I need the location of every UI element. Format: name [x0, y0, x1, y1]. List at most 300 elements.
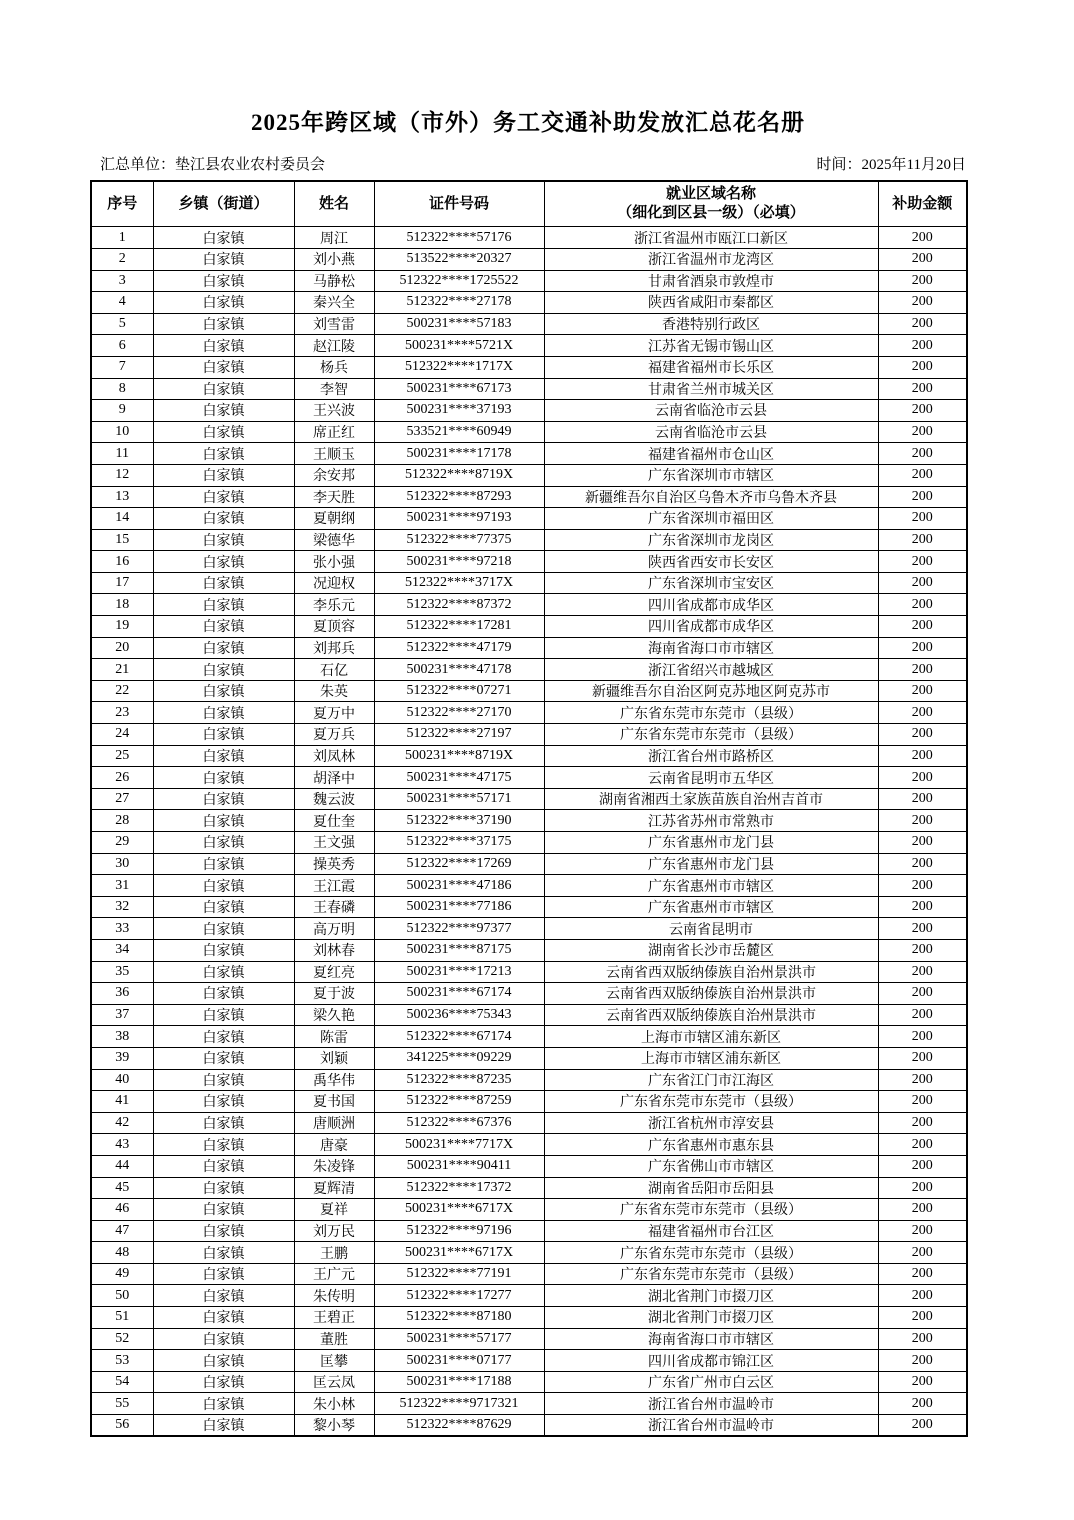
cell-no: 39	[91, 1047, 153, 1069]
cell-name: 秦兴全	[294, 292, 374, 314]
cell-name: 李智	[294, 378, 374, 400]
cell-id: 512322****17269	[374, 853, 544, 875]
table-row	[91, 1328, 967, 1350]
table-row	[91, 1263, 967, 1285]
cell-id: 512322****87293	[374, 486, 544, 508]
cell-region: 江苏省无锡市锡山区	[544, 335, 878, 357]
cell-town: 白家镇	[153, 529, 294, 551]
col-header-region	[544, 181, 878, 227]
cell-name: 刘颖	[294, 1047, 374, 1069]
cell-name: 夏万中	[294, 702, 374, 724]
cell-name: 夏顶容	[294, 616, 374, 638]
cell-town: 白家镇	[153, 227, 294, 249]
col-header-region-line1: 就业区域名称	[665, 186, 756, 203]
cell-town: 白家镇	[153, 724, 294, 746]
table-row	[91, 1112, 967, 1134]
cell-region: 湖南省岳阳市岳阳县	[544, 1177, 878, 1199]
table-row	[91, 637, 967, 659]
cell-region: 甘肃省酒泉市敦煌市	[544, 270, 878, 292]
cell-town: 白家镇	[153, 292, 294, 314]
cell-id: 500236****75343	[374, 1004, 544, 1026]
col-header-no: 序号	[91, 181, 153, 227]
table-row	[91, 1371, 967, 1393]
cell-town: 白家镇	[153, 1220, 294, 1242]
col-header-town: 乡镇（街道）	[153, 181, 294, 227]
table-row	[91, 227, 967, 249]
table-row	[91, 1004, 967, 1026]
cell-town: 白家镇	[153, 335, 294, 357]
cell-name: 朱传明	[294, 1285, 374, 1307]
table-row	[91, 313, 967, 335]
cell-no: 3	[91, 270, 153, 292]
cell-region: 浙江省台州市路桥区	[544, 745, 878, 767]
cell-region: 新疆维吾尔自治区乌鲁木齐市乌鲁木齐县	[544, 486, 878, 508]
cell-no: 48	[91, 1242, 153, 1264]
cell-id: 533521****60949	[374, 421, 544, 443]
cell-town: 白家镇	[153, 1026, 294, 1048]
cell-name: 王春磷	[294, 896, 374, 918]
cell-id: 512322****87235	[374, 1069, 544, 1091]
cell-name: 刘小燕	[294, 248, 374, 270]
cell-id: 512322****87629	[374, 1415, 544, 1437]
cell-town: 白家镇	[153, 896, 294, 918]
table-row	[91, 1047, 967, 1069]
cell-amount: 200	[878, 1393, 967, 1415]
table-row	[91, 810, 967, 832]
cell-town: 白家镇	[153, 378, 294, 400]
cell-no: 35	[91, 961, 153, 983]
cell-name: 刘雪雷	[294, 313, 374, 335]
cell-region: 广东省深圳市宝安区	[544, 572, 878, 594]
cell-amount: 200	[878, 335, 967, 357]
cell-town: 白家镇	[153, 853, 294, 875]
cell-amount: 200	[878, 680, 967, 702]
meta-row	[90, 156, 966, 174]
cell-region: 四川省成都市锦江区	[544, 1350, 878, 1372]
cell-name: 梁德华	[294, 529, 374, 551]
cell-name: 席正红	[294, 421, 374, 443]
cell-region: 陕西省咸阳市秦都区	[544, 292, 878, 314]
cell-no: 40	[91, 1069, 153, 1091]
cell-amount: 200	[878, 572, 967, 594]
cell-no: 25	[91, 745, 153, 767]
table-row	[91, 292, 967, 314]
cell-region: 广东省佛山市市辖区	[544, 1155, 878, 1177]
table-row	[91, 1091, 967, 1113]
cell-name: 刘万民	[294, 1220, 374, 1242]
cell-name: 周江	[294, 227, 374, 249]
cell-id: 500231****6717X	[374, 1242, 544, 1264]
cell-region: 云南省临沧市云县	[544, 421, 878, 443]
cell-no: 15	[91, 529, 153, 551]
table-row	[91, 335, 967, 357]
cell-no: 20	[91, 637, 153, 659]
cell-no: 52	[91, 1328, 153, 1350]
cell-region: 福建省福州市台江区	[544, 1220, 878, 1242]
table-row	[91, 529, 967, 551]
cell-name: 刘邦兵	[294, 637, 374, 659]
cell-amount: 200	[878, 1328, 967, 1350]
cell-region: 广东省江门市江海区	[544, 1069, 878, 1091]
cell-amount: 200	[878, 464, 967, 486]
cell-amount: 200	[878, 1415, 967, 1437]
cell-name: 余安邦	[294, 464, 374, 486]
header-row	[91, 181, 967, 227]
cell-name: 王碧正	[294, 1307, 374, 1329]
cell-no: 54	[91, 1371, 153, 1393]
cell-id: 500231****97218	[374, 551, 544, 573]
cell-id: 512322****27178	[374, 292, 544, 314]
table-row	[91, 680, 967, 702]
cell-amount: 200	[878, 810, 967, 832]
table-row	[91, 248, 967, 270]
cell-id: 500231****17188	[374, 1371, 544, 1393]
cell-amount: 200	[878, 1199, 967, 1221]
cell-id: 512322****87372	[374, 594, 544, 616]
cell-amount: 200	[878, 788, 967, 810]
table-row	[91, 443, 967, 465]
cell-region: 广东省惠州市市辖区	[544, 896, 878, 918]
cell-id: 500231****07177	[374, 1350, 544, 1372]
cell-name: 王鹏	[294, 1242, 374, 1264]
cell-id: 512322****77191	[374, 1263, 544, 1285]
cell-no: 7	[91, 356, 153, 378]
cell-town: 白家镇	[153, 918, 294, 940]
cell-name: 夏红亮	[294, 961, 374, 983]
cell-name: 匡攀	[294, 1350, 374, 1372]
cell-no: 26	[91, 767, 153, 789]
cell-region: 广东省东莞市东莞市（县级）	[544, 724, 878, 746]
cell-region: 广东省东莞市东莞市（县级）	[544, 1091, 878, 1113]
cell-amount: 200	[878, 508, 967, 530]
cell-town: 白家镇	[153, 248, 294, 270]
cell-town: 白家镇	[153, 443, 294, 465]
cell-no: 17	[91, 572, 153, 594]
cell-name: 马静松	[294, 270, 374, 292]
cell-town: 白家镇	[153, 939, 294, 961]
cell-id: 512322****27170	[374, 702, 544, 724]
cell-name: 夏朝纲	[294, 508, 374, 530]
cell-no: 8	[91, 378, 153, 400]
cell-id: 512322****67376	[374, 1112, 544, 1134]
cell-no: 29	[91, 832, 153, 854]
cell-amount: 200	[878, 292, 967, 314]
table-row	[91, 875, 967, 897]
cell-town: 白家镇	[153, 961, 294, 983]
cell-id: 512322****17372	[374, 1177, 544, 1199]
cell-amount: 200	[878, 724, 967, 746]
cell-region: 浙江省台州市温岭市	[544, 1393, 878, 1415]
cell-id: 500231****37193	[374, 400, 544, 422]
cell-name: 石亿	[294, 659, 374, 681]
table-row	[91, 1199, 967, 1221]
table-row	[91, 961, 967, 983]
cell-region: 福建省福州市仓山区	[544, 443, 878, 465]
cell-no: 11	[91, 443, 153, 465]
cell-amount: 200	[878, 1047, 967, 1069]
cell-name: 刘凤林	[294, 745, 374, 767]
cell-town: 白家镇	[153, 400, 294, 422]
cell-no: 51	[91, 1307, 153, 1329]
table-row	[91, 421, 967, 443]
cell-id: 512322****67174	[374, 1026, 544, 1048]
cell-town: 白家镇	[153, 464, 294, 486]
cell-no: 36	[91, 983, 153, 1005]
cell-id: 500231****47186	[374, 875, 544, 897]
cell-id: 500231****17213	[374, 961, 544, 983]
table-row	[91, 508, 967, 530]
cell-id: 512322****87180	[374, 1307, 544, 1329]
cell-id: 500231****87175	[374, 939, 544, 961]
cell-region: 广东省惠州市市辖区	[544, 875, 878, 897]
cell-town: 白家镇	[153, 1155, 294, 1177]
cell-no: 37	[91, 1004, 153, 1026]
cell-no: 19	[91, 616, 153, 638]
cell-no: 23	[91, 702, 153, 724]
cell-amount: 200	[878, 270, 967, 292]
table-row	[91, 1307, 967, 1329]
table-row	[91, 464, 967, 486]
cell-region: 广东省广州市白云区	[544, 1371, 878, 1393]
cell-town: 白家镇	[153, 680, 294, 702]
cell-name: 夏祥	[294, 1199, 374, 1221]
cell-region: 广东省惠州市龙门县	[544, 853, 878, 875]
cell-no: 47	[91, 1220, 153, 1242]
cell-town: 白家镇	[153, 594, 294, 616]
cell-amount: 200	[878, 378, 967, 400]
table-row	[91, 1285, 967, 1307]
cell-name: 夏辉清	[294, 1177, 374, 1199]
date-label: 时间：2025年11月20日	[816, 156, 966, 173]
cell-id: 500231****17178	[374, 443, 544, 465]
cell-amount: 200	[878, 1026, 967, 1048]
cell-name: 唐豪	[294, 1134, 374, 1156]
cell-id: 500231****47178	[374, 659, 544, 681]
cell-id: 500231****67173	[374, 378, 544, 400]
cell-name: 唐顺洲	[294, 1112, 374, 1134]
cell-no: 12	[91, 464, 153, 486]
table-row	[91, 896, 967, 918]
cell-no: 9	[91, 400, 153, 422]
cell-region: 浙江省绍兴市越城区	[544, 659, 878, 681]
cell-amount: 200	[878, 1091, 967, 1113]
cell-region: 香港特别行政区	[544, 313, 878, 335]
cell-id: 500231****57183	[374, 313, 544, 335]
cell-region: 湖南省湘西土家族苗族自治州吉首市	[544, 788, 878, 810]
cell-region: 广东省深圳市福田区	[544, 508, 878, 530]
cell-no: 22	[91, 680, 153, 702]
cell-town: 白家镇	[153, 983, 294, 1005]
cell-amount: 200	[878, 529, 967, 551]
cell-town: 白家镇	[153, 1177, 294, 1199]
cell-name: 赵江陵	[294, 335, 374, 357]
cell-amount: 200	[878, 400, 967, 422]
cell-amount: 200	[878, 702, 967, 724]
cell-region: 云南省昆明市五华区	[544, 767, 878, 789]
cell-no: 33	[91, 918, 153, 940]
cell-no: 31	[91, 875, 153, 897]
cell-town: 白家镇	[153, 1263, 294, 1285]
cell-town: 白家镇	[153, 1350, 294, 1372]
cell-amount: 200	[878, 594, 967, 616]
cell-name: 刘林春	[294, 939, 374, 961]
cell-name: 况迎权	[294, 572, 374, 594]
cell-amount: 200	[878, 1220, 967, 1242]
cell-amount: 200	[878, 983, 967, 1005]
col-header-region-line2: （细化到区县一级）（必填）	[617, 205, 805, 222]
cell-name: 高万明	[294, 918, 374, 940]
cell-no: 1	[91, 227, 153, 249]
cell-id: 512322****17277	[374, 1285, 544, 1307]
cell-amount: 200	[878, 1177, 967, 1199]
cell-name: 夏仕奎	[294, 810, 374, 832]
cell-amount: 200	[878, 875, 967, 897]
cell-town: 白家镇	[153, 810, 294, 832]
table-row	[91, 1177, 967, 1199]
cell-name: 朱小林	[294, 1393, 374, 1415]
cell-no: 56	[91, 1415, 153, 1437]
cell-no: 43	[91, 1134, 153, 1156]
cell-name: 夏书国	[294, 1091, 374, 1113]
cell-region: 甘肃省兰州市城关区	[544, 378, 878, 400]
cell-no: 6	[91, 335, 153, 357]
cell-region: 海南省海口市市辖区	[544, 1328, 878, 1350]
cell-region: 浙江省台州市温岭市	[544, 1415, 878, 1437]
cell-id: 512322****27197	[374, 724, 544, 746]
cell-no: 27	[91, 788, 153, 810]
cell-id: 500231****8719X	[374, 745, 544, 767]
cell-name: 陈雷	[294, 1026, 374, 1048]
cell-town: 白家镇	[153, 1069, 294, 1091]
cell-town: 白家镇	[153, 788, 294, 810]
cell-amount: 200	[878, 832, 967, 854]
cell-region: 广东省东莞市东莞市（县级）	[544, 1199, 878, 1221]
cell-amount: 200	[878, 939, 967, 961]
cell-id: 512322****37175	[374, 832, 544, 854]
cell-no: 50	[91, 1285, 153, 1307]
cell-town: 白家镇	[153, 1393, 294, 1415]
cell-id: 512322****9717321	[374, 1393, 544, 1415]
cell-town: 白家镇	[153, 659, 294, 681]
col-header-amount: 补助金额	[878, 181, 967, 227]
cell-name: 王江霞	[294, 875, 374, 897]
cell-no: 14	[91, 508, 153, 530]
cell-region: 广东省东莞市东莞市（县级）	[544, 1263, 878, 1285]
cell-no: 55	[91, 1393, 153, 1415]
table-row	[91, 832, 967, 854]
table-row	[91, 400, 967, 422]
cell-amount: 200	[878, 918, 967, 940]
cell-id: 512322****17281	[374, 616, 544, 638]
cell-region: 云南省西双版纳傣族自治州景洪市	[544, 983, 878, 1005]
cell-region: 浙江省杭州市淳安县	[544, 1112, 878, 1134]
cell-region: 广东省东莞市东莞市（县级）	[544, 702, 878, 724]
cell-name: 王兴波	[294, 400, 374, 422]
cell-no: 42	[91, 1112, 153, 1134]
cell-town: 白家镇	[153, 313, 294, 335]
cell-town: 白家镇	[153, 637, 294, 659]
table-row	[91, 616, 967, 638]
cell-town: 白家镇	[153, 508, 294, 530]
table-row	[91, 1415, 967, 1437]
cell-region: 新疆维吾尔自治区阿克苏地区阿克苏市	[544, 680, 878, 702]
table-row	[91, 659, 967, 681]
col-header-name: 姓名	[294, 181, 374, 227]
cell-id: 512322****07271	[374, 680, 544, 702]
cell-id: 500231****6717X	[374, 1199, 544, 1221]
table-row	[91, 1026, 967, 1048]
table-row	[91, 378, 967, 400]
table-row	[91, 1069, 967, 1091]
cell-region: 广东省深圳市龙岗区	[544, 529, 878, 551]
cell-region: 浙江省温州市龙湾区	[544, 248, 878, 270]
cell-id: 512322****37190	[374, 810, 544, 832]
cell-town: 白家镇	[153, 1091, 294, 1113]
table-row	[91, 551, 967, 573]
cell-region: 四川省成都市成华区	[544, 616, 878, 638]
cell-no: 10	[91, 421, 153, 443]
cell-no: 21	[91, 659, 153, 681]
table-row	[91, 702, 967, 724]
cell-name: 杨兵	[294, 356, 374, 378]
cell-name: 夏万兵	[294, 724, 374, 746]
cell-no: 53	[91, 1350, 153, 1372]
cell-amount: 200	[878, 486, 967, 508]
cell-no: 44	[91, 1155, 153, 1177]
cell-town: 白家镇	[153, 1285, 294, 1307]
cell-no: 16	[91, 551, 153, 573]
cell-name: 董胜	[294, 1328, 374, 1350]
cell-region: 云南省临沧市云县	[544, 400, 878, 422]
cell-town: 白家镇	[153, 1371, 294, 1393]
cell-name: 朱英	[294, 680, 374, 702]
table-row	[91, 270, 967, 292]
cell-amount: 200	[878, 1134, 967, 1156]
cell-amount: 200	[878, 443, 967, 465]
cell-town: 白家镇	[153, 832, 294, 854]
cell-amount: 200	[878, 1285, 967, 1307]
cell-town: 白家镇	[153, 1328, 294, 1350]
cell-id: 512322****77375	[374, 529, 544, 551]
cell-id: 512322****97377	[374, 918, 544, 940]
cell-no: 45	[91, 1177, 153, 1199]
cell-region: 广东省惠州市龙门县	[544, 832, 878, 854]
cell-amount: 200	[878, 1350, 967, 1372]
cell-id: 512322****87259	[374, 1091, 544, 1113]
cell-no: 18	[91, 594, 153, 616]
table-row	[91, 356, 967, 378]
cell-town: 白家镇	[153, 551, 294, 573]
cell-amount: 200	[878, 1004, 967, 1026]
cell-no: 32	[91, 896, 153, 918]
cell-town: 白家镇	[153, 1134, 294, 1156]
table-row	[91, 788, 967, 810]
cell-amount: 200	[878, 1242, 967, 1264]
cell-id: 512322****57176	[374, 227, 544, 249]
table-row	[91, 1242, 967, 1264]
cell-no: 24	[91, 724, 153, 746]
cell-town: 白家镇	[153, 875, 294, 897]
cell-id: 341225****09229	[374, 1047, 544, 1069]
cell-no: 28	[91, 810, 153, 832]
table-row	[91, 745, 967, 767]
table-row	[91, 853, 967, 875]
cell-id: 512322****3717X	[374, 572, 544, 594]
page-title: 2025年跨区域（市外）务工交通补助发放汇总花名册	[251, 110, 805, 135]
cell-no: 4	[91, 292, 153, 314]
cell-region: 广东省惠州市惠东县	[544, 1134, 878, 1156]
cell-region: 四川省成都市成华区	[544, 594, 878, 616]
